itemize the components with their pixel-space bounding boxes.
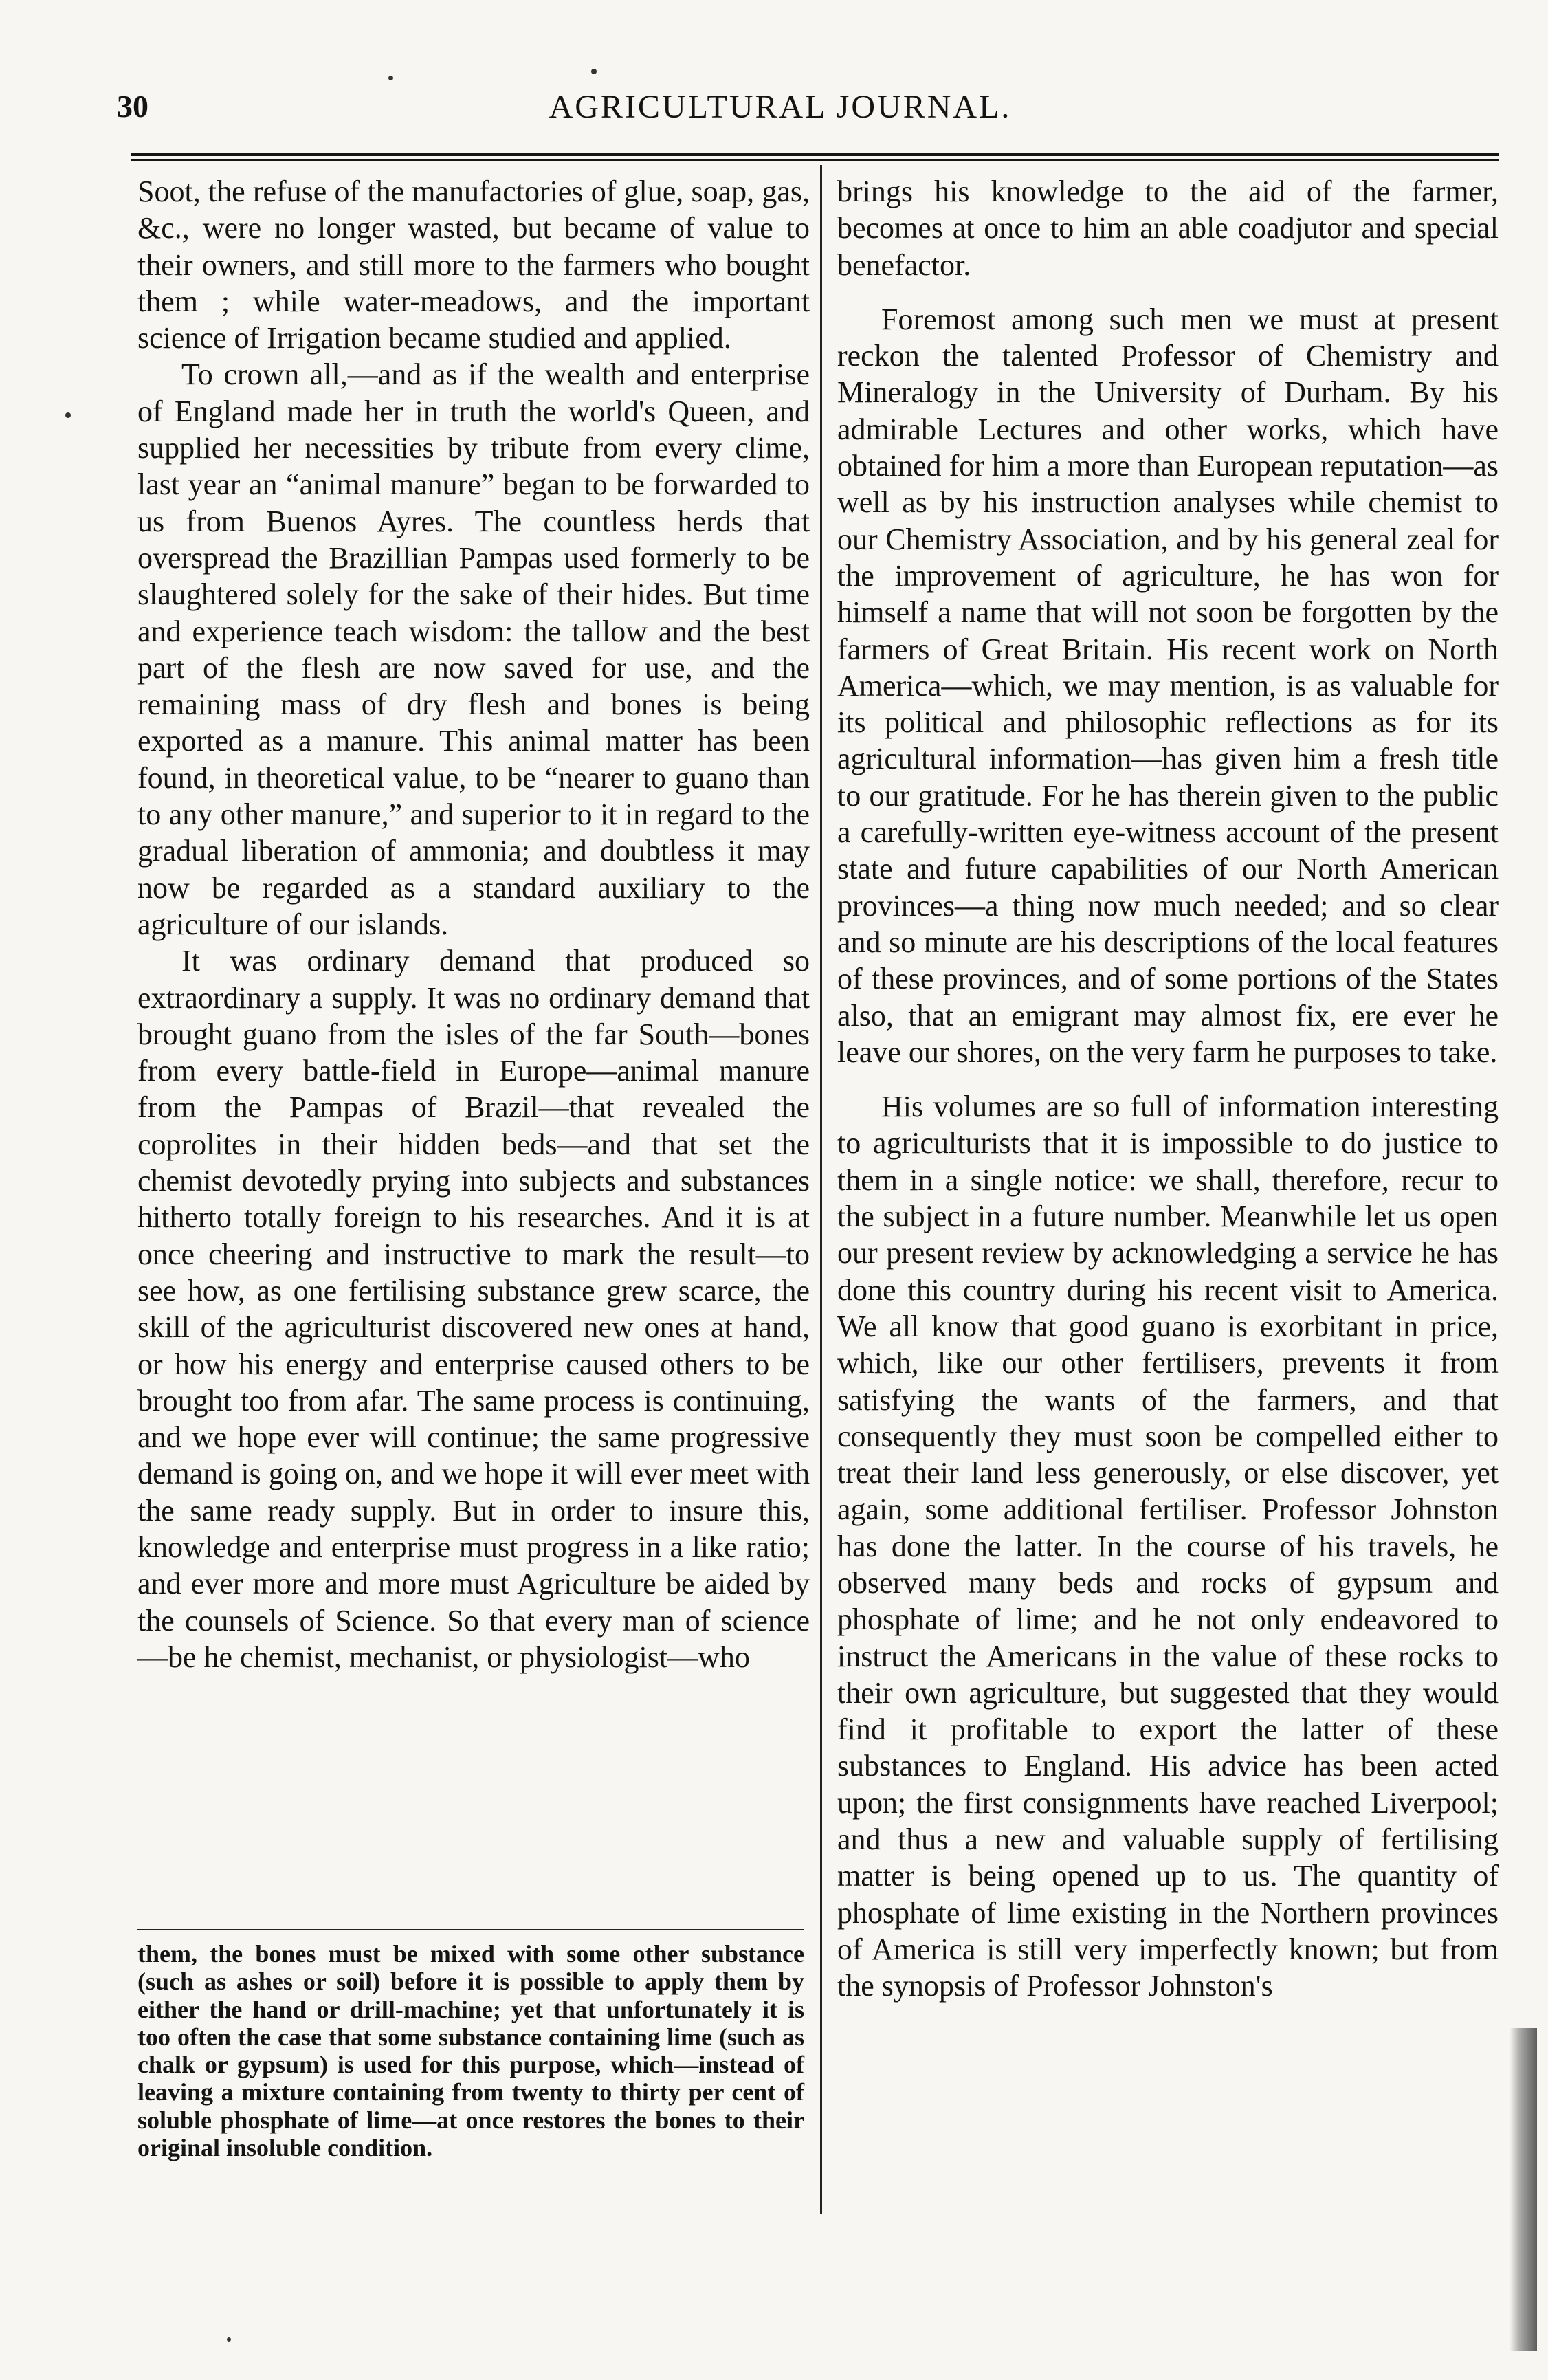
paragraph-gap <box>837 283 1499 301</box>
footnote-rule <box>137 1929 804 1930</box>
footnote-text: them, the bones must be mixed with some other substance (such as ashes or soil) before it is possible to apply them by either the hand or drill-machine; yet that unfortunately it is too often the case that some substance containing lime (such as chalk or gypsum) is used for this purpose, which—instead of leaving a mixture containing from twenty to thirty per cent of soluble phosphate of lime—at once restores the bones to their original insoluble condition. <box>137 1940 804 2162</box>
page-edge-shadow <box>1510 2028 1537 2351</box>
print-speck <box>65 412 71 418</box>
left-column <box>137 173 810 1675</box>
print-speck <box>591 69 597 74</box>
header-rule <box>131 153 1499 156</box>
right-paragraph-1: brings his knowledge to the aid of the farmer, becomes at once to him an able coadjutor and special benefactor. <box>837 175 1499 282</box>
right-paragraph-2: Foremost among such men we must at present reckon the talented Professor of Chemistry and Mineralogy in the University of Durham. By his admirable Lectures and other works, which have obtained for him a more than European reputation—as well as by his instruction analyses while chemist to our Chemistry Association, and by his general zeal for the improvement of agriculture, he has won for himself a name that will not soon be forgotten by the farmers of Great Britain. His recent work on North America—which, we may mention, is as valuable for its political and philosophic reflections as for its agricultural information—has given him a fresh title to our gratitude. For he has therein given to the public a carefully-written eye-witness account of the present state and future capabilities of our North American provinces—a thing now much needed; and so clear and so minute are his descriptions of the local features of these provinces, and of some portions of the States also, that an emigrant may almost fix, ere ever he leave our shores, on the very farm he purposes to take. <box>837 302 1499 1069</box>
footnote <box>137 1940 804 2161</box>
page-header <box>117 88 1444 136</box>
print-speck <box>227 2337 231 2342</box>
print-speck <box>388 76 393 80</box>
right-paragraph-3: His volumes are so full of information interesting to agriculturists that it is impossible to do justice to them in a single notice: we shall, therefore, recur to the subject in a future number. Meanwhile let us open our present review by acknowledging a service he has done this country during his recent visit to America. We all know that good guano is exorbitant in price, which, like our other fertilisers, prevents it from satisfying the wants of the farmers, and that consequently they must soon be compelled either to treat their land less generously, or else discover, yet again, some additional fertiliser. Professor Johnston has done the latter. In the course of his travels, he observed many beds and rocks of gypsum and phosphate of lime; and he not only endeavored to instruct the Americans in the value of these rocks to their own agriculture, but suggested that they would find it profitable to export the latter of these substances to England. His advice has been acted upon; the first consignments have reached Liverpool; and thus a new and valuable supply of fertilising matter is being opened up to us. The quantity of phosphate of lime existing in the Northern provinces of America is still very imperfectly known; but from the synopsis of Professor Johnston's <box>837 1090 1499 2003</box>
left-paragraph-3: It was ordinary demand that produced so extraordinary a supply. It was no ordinary demand that brought guano from the isles of the far South—bones from every battle-field in Europe—animal manure from the Pampas of Brazil—that revealed the coprolites in their hidden beds—and that set the chemist devotedly prying into subjects and substances hitherto totally foreign to his researches. And it is at once cheering and instructive to mark the result—to see how, as one fertilising substance grew scarce, the skill of the agriculturist discovered new ones at hand, or how his energy and enterprise caused others to be brought too from afar. The same process is continuing, and we hope ever will continue; the same progressive demand is going on, and we hope it will ever meet with the same ready supply. But in order to insure this, knowledge and enterprise must progress in a like ratio; and ever more and more must Agriculture be aided by the counsels of Science. So that every man of science—be he chemist, mechanist, or physiologist—who <box>137 944 810 1674</box>
right-column <box>837 173 1499 2005</box>
header-rule-thin <box>131 159 1499 161</box>
left-paragraph-2: To crown all,—and as if the wealth and enterprise of England made her in truth the world's Queen, and supplied her necessities by tribute from every clime, last year an “animal manure” began to be forwarded to us from Buenos Ayres. The countless herds that overspread the Brazillian Pampas used formerly to be slaughtered solely for the sake of their hides. But time and experience teach wisdom: the tallow and the best part of the flesh are now saved for use, and the remaining mass of dry flesh and bones is being exported as a manure. This animal matter has been found, in theoretical value, to be “nearer to guano than to any other manure,” and superior to it in regard to the gradual liberation of ammonia; and doubtless it may now be regarded as a standard auxiliary to the agriculture of our islands. <box>137 357 810 941</box>
paragraph-gap <box>837 1070 1499 1088</box>
column-divider <box>820 165 822 2214</box>
page-number: 30 <box>117 89 148 124</box>
left-paragraph-1: Soot, the refuse of the manufactories of glue, soap, gas, &c., were no longer wasted, but became of value to their owners, and still more to the farmers who bought them ; while water-meadows, and the important science of Irrigation became studied and applied. <box>137 175 810 355</box>
running-title: AGRICULTURAL JOURNAL. <box>549 89 1012 125</box>
